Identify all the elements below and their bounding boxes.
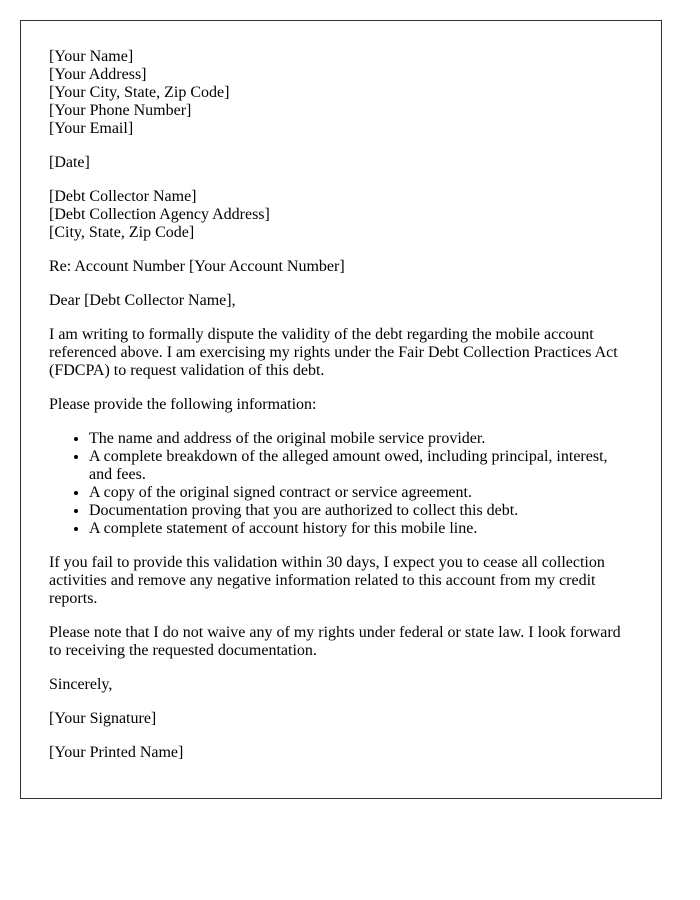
list-item: • Documentation proving that you are authorized to collect this debt. bbox=[89, 502, 633, 520]
closing: Sincerely, bbox=[49, 676, 113, 693]
paragraph-deadline: If you fail to provide this validation within 30 days, I expect you to cease all collection activities and remove any negative information related to this account from my credit reports. bbox=[49, 554, 605, 607]
re-line: Re: Account Number [Your Account Number] bbox=[49, 258, 345, 275]
letter bbox=[20, 20, 662, 799]
request-intro: Please provide the following information: bbox=[49, 396, 317, 413]
list-item: • The name and address of the original mobile service provider. bbox=[89, 430, 633, 448]
recipient-name: [Debt Collector Name] bbox=[49, 188, 197, 205]
salutation: Dear [Debt Collector Name], bbox=[49, 292, 236, 309]
sender-block bbox=[49, 48, 633, 138]
paragraph-dispute: I am writing to formally dispute the validity of the debt regarding the mobile account referenced above. I am exercising my rights under the Fair Debt Collection Practices Act (FDCPA) to request validation of this debt. bbox=[49, 326, 618, 379]
sender-address: [Your Address] bbox=[49, 66, 147, 83]
date: [Date] bbox=[49, 154, 90, 171]
sender-name: [Your Name] bbox=[49, 48, 134, 65]
sender-email: [Your Email] bbox=[49, 120, 134, 137]
printed-name: [Your Printed Name] bbox=[49, 744, 184, 761]
list-item: • A complete statement of account history for this mobile line. bbox=[89, 520, 633, 538]
list-item: • A complete breakdown of the alleged amount owed, including principal, interest, and fees. bbox=[89, 448, 633, 484]
paragraph-rights: Please note that I do not waive any of my rights under federal or state law. I look forward to receiving the requested documentation. bbox=[49, 624, 621, 659]
sender-city: [Your City, State, Zip Code] bbox=[49, 84, 230, 101]
list-item: • A copy of the original signed contract or service agreement. bbox=[89, 484, 633, 502]
recipient-block bbox=[49, 188, 633, 242]
signature: [Your Signature] bbox=[49, 710, 157, 727]
recipient-city: [City, State, Zip Code] bbox=[49, 224, 195, 241]
recipient-address: [Debt Collection Agency Address] bbox=[49, 206, 270, 223]
request-list bbox=[49, 430, 633, 538]
sender-phone: [Your Phone Number] bbox=[49, 102, 192, 119]
